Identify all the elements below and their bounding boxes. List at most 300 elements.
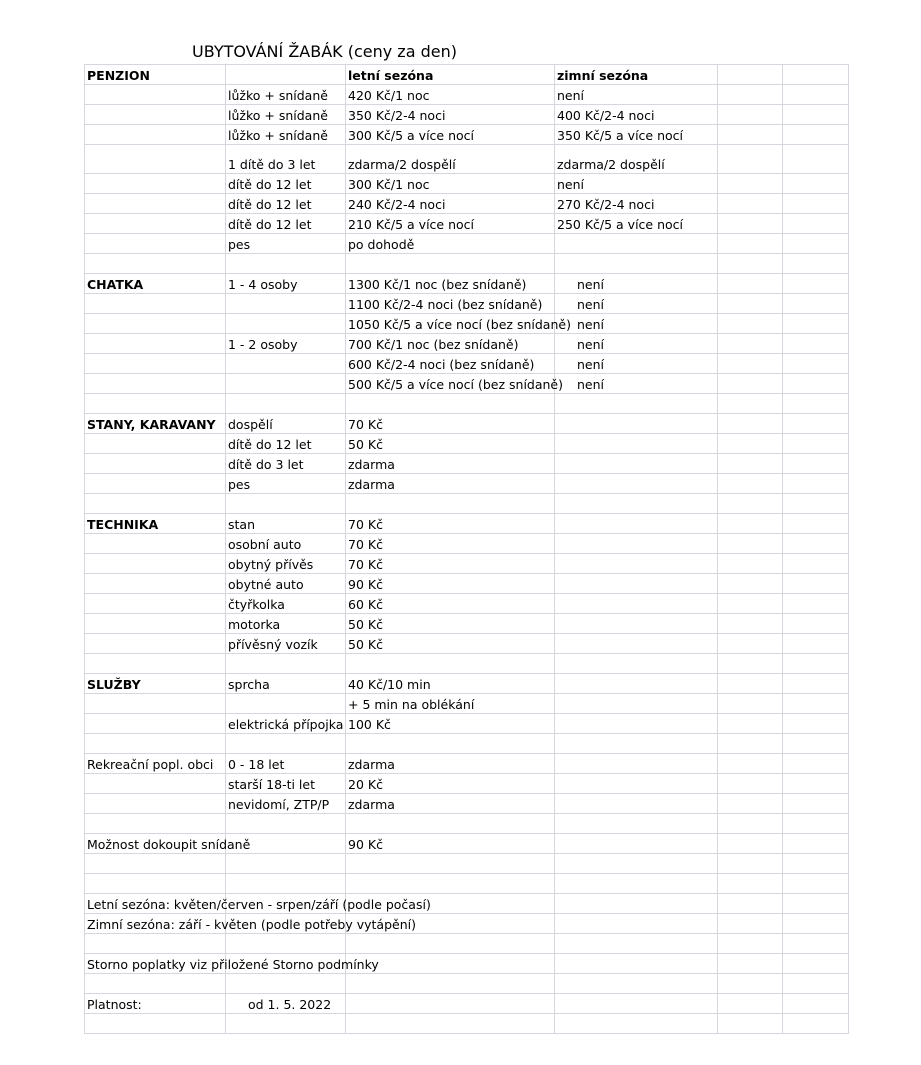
price-cell[interactable]: [346, 614, 555, 634]
cell[interactable]: [555, 574, 718, 594]
cell[interactable]: [555, 654, 718, 674]
cell[interactable]: [718, 834, 783, 854]
cell[interactable]: [226, 394, 346, 414]
cell[interactable]: [718, 174, 783, 194]
item-cell[interactable]: [226, 174, 346, 194]
item-cell[interactable]: [226, 105, 346, 125]
cell[interactable]: [718, 194, 783, 214]
price-cell[interactable]: [346, 774, 555, 794]
price-cell[interactable]: [555, 85, 718, 105]
cell[interactable]: [346, 494, 555, 514]
cell[interactable]: [783, 354, 849, 374]
cell[interactable]: [783, 794, 849, 814]
cell[interactable]: [85, 614, 226, 634]
cell[interactable]: [783, 374, 849, 394]
section-label[interactable]: [85, 754, 226, 774]
cell[interactable]: [555, 514, 718, 534]
item-cell[interactable]: [226, 594, 346, 614]
price-cell[interactable]: [555, 374, 718, 394]
cell[interactable]: [783, 594, 849, 614]
cell[interactable]: [226, 654, 346, 674]
cell[interactable]: [783, 85, 849, 105]
note-cell[interactable]: [85, 894, 431, 914]
price-cell[interactable]: [346, 194, 555, 214]
cell[interactable]: [555, 634, 718, 654]
cell[interactable]: [783, 274, 849, 294]
item-cell-text: obytné auto: [228, 577, 304, 592]
table-row: [85, 494, 849, 514]
cell[interactable]: [85, 714, 226, 734]
price-cell[interactable]: [346, 474, 555, 494]
cell[interactable]: [85, 1014, 226, 1034]
column-header[interactable]: [346, 65, 555, 85]
cell[interactable]: [783, 414, 849, 434]
cell[interactable]: [718, 254, 783, 274]
section-label[interactable]: [85, 674, 226, 694]
price-cell[interactable]: [555, 274, 718, 294]
cell[interactable]: [718, 574, 783, 594]
cell[interactable]: [226, 494, 346, 514]
item-cell[interactable]: [226, 554, 346, 574]
cell[interactable]: [718, 65, 783, 85]
cell[interactable]: [783, 394, 849, 414]
cell[interactable]: [85, 814, 226, 834]
cell[interactable]: [226, 974, 346, 994]
cell[interactable]: [85, 454, 226, 474]
cell[interactable]: [555, 674, 718, 694]
item-cell[interactable]: [226, 774, 346, 794]
cell[interactable]: [718, 474, 783, 494]
cell[interactable]: [555, 494, 718, 514]
price-cell[interactable]: [555, 145, 718, 174]
cell[interactable]: [555, 834, 718, 854]
cell[interactable]: [555, 594, 718, 614]
cell[interactable]: [718, 494, 783, 514]
cell[interactable]: [718, 514, 783, 534]
cell[interactable]: [555, 914, 718, 934]
cell[interactable]: [555, 714, 718, 734]
cell[interactable]: [718, 634, 783, 654]
price-cell[interactable]: [346, 234, 555, 254]
item-cell[interactable]: [226, 754, 346, 774]
cell[interactable]: [346, 874, 555, 894]
cell[interactable]: [555, 554, 718, 574]
cell[interactable]: [718, 145, 783, 174]
item-cell[interactable]: [226, 354, 346, 374]
cell[interactable]: [718, 794, 783, 814]
cell[interactable]: [718, 954, 783, 974]
cell[interactable]: [783, 774, 849, 794]
cell[interactable]: [783, 234, 849, 254]
price-cell[interactable]: [346, 214, 555, 234]
cell[interactable]: [85, 854, 226, 874]
price-cell[interactable]: [346, 554, 555, 574]
section-label[interactable]: [85, 834, 251, 854]
item-cell[interactable]: [226, 514, 346, 534]
cell[interactable]: [346, 814, 555, 834]
cell[interactable]: [85, 374, 226, 394]
cell[interactable]: [783, 694, 849, 714]
cell[interactable]: [783, 674, 849, 694]
cell[interactable]: [783, 194, 849, 214]
cell[interactable]: [718, 714, 783, 734]
item-cell-text: sprcha: [228, 677, 270, 692]
cell[interactable]: [85, 214, 226, 234]
item-cell[interactable]: [226, 614, 346, 634]
item-cell[interactable]: [226, 634, 346, 654]
cell[interactable]: [783, 145, 849, 174]
price-cell[interactable]: [346, 574, 555, 594]
section-label[interactable]: [85, 414, 226, 434]
cell[interactable]: [346, 854, 555, 874]
cell[interactable]: [555, 994, 718, 1014]
cell[interactable]: [85, 574, 226, 594]
cell[interactable]: [718, 674, 783, 694]
cell[interactable]: [346, 974, 555, 994]
price-cell[interactable]: [346, 694, 555, 714]
cell[interactable]: [783, 105, 849, 125]
cell[interactable]: [783, 834, 849, 854]
cell[interactable]: [85, 874, 226, 894]
item-cell[interactable]: [226, 414, 346, 434]
cell[interactable]: [718, 774, 783, 794]
item-cell[interactable]: [226, 234, 346, 254]
note-cell[interactable]: [85, 994, 226, 1014]
price-cell[interactable]: [555, 194, 718, 214]
cell[interactable]: [555, 754, 718, 774]
cell[interactable]: [85, 774, 226, 794]
cell[interactable]: [783, 614, 849, 634]
cell[interactable]: [85, 105, 226, 125]
price-cell[interactable]: [555, 354, 718, 374]
price-cell[interactable]: [346, 294, 555, 314]
cell[interactable]: [718, 374, 783, 394]
price-cell[interactable]: [346, 674, 555, 694]
price-cell-text: 300 Kč/5 a více nocí: [348, 128, 474, 143]
price-cell[interactable]: [346, 414, 555, 434]
item-cell[interactable]: [226, 274, 346, 294]
price-cell[interactable]: [346, 634, 555, 654]
cell[interactable]: [555, 854, 718, 874]
cell[interactable]: [555, 414, 718, 434]
cell[interactable]: [555, 934, 718, 954]
price-cell[interactable]: [346, 434, 555, 454]
item-cell[interactable]: [226, 434, 346, 454]
cell[interactable]: [718, 274, 783, 294]
cell[interactable]: [346, 994, 555, 1014]
cell[interactable]: [555, 874, 718, 894]
item-cell[interactable]: [226, 85, 346, 105]
cell[interactable]: [85, 594, 226, 614]
cell[interactable]: [85, 334, 226, 354]
cell[interactable]: [718, 874, 783, 894]
price-cell[interactable]: [555, 234, 718, 254]
cell[interactable]: [555, 454, 718, 474]
cell[interactable]: [555, 794, 718, 814]
price-cell[interactable]: [555, 314, 718, 334]
price-cell[interactable]: [346, 514, 555, 534]
price-cell[interactable]: [346, 714, 555, 734]
item-cell-text: lůžko + snídaně: [228, 128, 328, 143]
price-cell[interactable]: [346, 125, 555, 145]
cell[interactable]: [346, 654, 555, 674]
cell[interactable]: [226, 254, 346, 274]
cell[interactable]: [85, 434, 226, 454]
cell[interactable]: [555, 394, 718, 414]
cell[interactable]: [226, 874, 346, 894]
price-cell[interactable]: [346, 85, 555, 105]
section-label[interactable]: [85, 65, 226, 85]
cell[interactable]: [718, 554, 783, 574]
table-row: [85, 214, 849, 234]
cell[interactable]: [718, 854, 783, 874]
cell[interactable]: [85, 794, 226, 814]
price-cell[interactable]: [346, 334, 555, 354]
item-cell[interactable]: [226, 334, 346, 354]
cell[interactable]: [718, 105, 783, 125]
price-cell-text: + 5 min na oblékání: [348, 697, 475, 712]
section-label[interactable]: [85, 274, 226, 294]
cell[interactable]: [718, 314, 783, 334]
price-cell[interactable]: [555, 174, 718, 194]
cell[interactable]: [783, 914, 849, 934]
table-row: [85, 814, 849, 834]
cell[interactable]: [555, 974, 718, 994]
cell[interactable]: [85, 85, 226, 105]
cell[interactable]: [718, 914, 783, 934]
price-cell[interactable]: [346, 374, 563, 394]
price-cell[interactable]: [346, 454, 555, 474]
price-cell-text: není: [577, 357, 605, 372]
date-cell[interactable]: [226, 994, 346, 1014]
table-row: [85, 894, 849, 914]
cell[interactable]: [85, 974, 226, 994]
cell[interactable]: [555, 474, 718, 494]
item-cell[interactable]: [226, 794, 346, 814]
price-cell[interactable]: [555, 125, 718, 145]
cell[interactable]: [85, 534, 226, 554]
item-cell[interactable]: [226, 714, 346, 734]
item-cell[interactable]: [226, 374, 346, 394]
price-cell[interactable]: [346, 174, 555, 194]
cell[interactable]: [718, 1014, 783, 1034]
cell[interactable]: [555, 1014, 718, 1034]
table-row: [85, 634, 849, 654]
price-cell[interactable]: [346, 354, 555, 374]
cell[interactable]: [783, 734, 849, 754]
cell[interactable]: [226, 734, 346, 754]
item-cell[interactable]: [226, 145, 346, 174]
cell[interactable]: [783, 754, 849, 774]
cell[interactable]: [555, 814, 718, 834]
cell[interactable]: [718, 814, 783, 834]
cell[interactable]: [783, 934, 849, 954]
item-cell-text: stan: [228, 517, 255, 532]
cell[interactable]: [718, 294, 783, 314]
cell[interactable]: [718, 214, 783, 234]
cell[interactable]: [555, 534, 718, 554]
price-cell[interactable]: [346, 314, 571, 334]
cell[interactable]: [718, 594, 783, 614]
item-cell[interactable]: [226, 194, 346, 214]
section-label[interactable]: [85, 514, 226, 534]
item-cell-text: 1 dítě do 3 let: [228, 157, 316, 172]
section-label-text: CHATKA: [87, 277, 144, 292]
cell[interactable]: [783, 174, 849, 194]
cell[interactable]: [783, 654, 849, 674]
price-cell[interactable]: [346, 794, 555, 814]
price-cell[interactable]: [346, 274, 555, 294]
cell[interactable]: [718, 125, 783, 145]
cell[interactable]: [783, 65, 849, 85]
cell[interactable]: [718, 414, 783, 434]
cell[interactable]: [555, 734, 718, 754]
cell[interactable]: [85, 394, 226, 414]
price-cell[interactable]: [346, 594, 555, 614]
cell[interactable]: [718, 234, 783, 254]
price-cell[interactable]: [346, 534, 555, 554]
price-cell-text: 600 Kč/2-4 noci (bez snídaně): [348, 357, 535, 372]
cell[interactable]: [783, 994, 849, 1014]
cell[interactable]: [85, 494, 226, 514]
item-cell[interactable]: [226, 534, 346, 554]
cell[interactable]: [346, 734, 555, 754]
cell[interactable]: [85, 734, 226, 754]
cell[interactable]: [555, 614, 718, 634]
item-cell[interactable]: [226, 454, 346, 474]
cell[interactable]: [718, 614, 783, 634]
cell[interactable]: [85, 145, 226, 174]
cell[interactable]: [783, 125, 849, 145]
table-row: [85, 734, 849, 754]
cell[interactable]: [783, 534, 849, 554]
cell[interactable]: [718, 694, 783, 714]
item-cell[interactable]: [226, 294, 346, 314]
cell[interactable]: [555, 954, 718, 974]
price-cell[interactable]: [346, 834, 555, 854]
cell[interactable]: [346, 934, 555, 954]
cell[interactable]: [783, 714, 849, 734]
cell[interactable]: [783, 494, 849, 514]
item-cell-text: motorka: [228, 617, 281, 632]
cell[interactable]: [85, 634, 226, 654]
item-cell[interactable]: [226, 125, 346, 145]
cell[interactable]: [718, 454, 783, 474]
cell[interactable]: [85, 314, 226, 334]
cell[interactable]: [226, 854, 346, 874]
price-cell[interactable]: [555, 294, 718, 314]
price-cell[interactable]: [346, 145, 555, 174]
item-cell[interactable]: [226, 674, 346, 694]
cell[interactable]: [783, 514, 849, 534]
price-cell[interactable]: [555, 105, 718, 125]
cell[interactable]: [783, 874, 849, 894]
cell[interactable]: [783, 554, 849, 574]
cell[interactable]: [783, 314, 849, 334]
price-cell[interactable]: [555, 214, 718, 234]
cell[interactable]: [718, 534, 783, 554]
cell[interactable]: [718, 894, 783, 914]
cell[interactable]: [718, 334, 783, 354]
cell[interactable]: [85, 234, 226, 254]
cell[interactable]: [783, 634, 849, 654]
cell[interactable]: [718, 654, 783, 674]
item-cell[interactable]: [226, 574, 346, 594]
cell[interactable]: [783, 214, 849, 234]
cell[interactable]: [346, 1014, 555, 1034]
cell[interactable]: [718, 754, 783, 774]
cell[interactable]: [783, 294, 849, 314]
cell[interactable]: [555, 894, 718, 914]
cell[interactable]: [718, 85, 783, 105]
cell[interactable]: [718, 934, 783, 954]
cell[interactable]: [783, 954, 849, 974]
cell[interactable]: [783, 454, 849, 474]
item-cell[interactable]: [226, 314, 346, 334]
cell[interactable]: [85, 554, 226, 574]
cell[interactable]: [85, 934, 226, 954]
cell[interactable]: [783, 574, 849, 594]
price-cell[interactable]: [555, 334, 718, 354]
cell[interactable]: [346, 394, 555, 414]
cell[interactable]: [555, 254, 718, 274]
cell[interactable]: [783, 434, 849, 454]
cell[interactable]: [783, 814, 849, 834]
cell[interactable]: [718, 994, 783, 1014]
cell[interactable]: [85, 474, 226, 494]
column-header[interactable]: [555, 65, 718, 85]
cell[interactable]: [85, 354, 226, 374]
item-cell[interactable]: [226, 694, 346, 714]
cell[interactable]: [226, 814, 346, 834]
cell[interactable]: [783, 334, 849, 354]
note-cell[interactable]: [85, 914, 416, 934]
cell[interactable]: [783, 854, 849, 874]
cell[interactable]: [783, 894, 849, 914]
cell[interactable]: [85, 254, 226, 274]
cell[interactable]: [226, 934, 346, 954]
cell[interactable]: [226, 65, 346, 85]
cell[interactable]: [85, 694, 226, 714]
item-cell[interactable]: [226, 474, 346, 494]
cell[interactable]: [718, 734, 783, 754]
cell[interactable]: [783, 474, 849, 494]
cell[interactable]: [718, 974, 783, 994]
cell[interactable]: [718, 394, 783, 414]
item-cell[interactable]: [226, 214, 346, 234]
cell[interactable]: [555, 774, 718, 794]
cell[interactable]: [555, 434, 718, 454]
note-cell[interactable]: [85, 954, 379, 974]
cell[interactable]: [783, 254, 849, 274]
cell[interactable]: [555, 694, 718, 714]
cell[interactable]: [718, 434, 783, 454]
cell[interactable]: [85, 174, 226, 194]
cell[interactable]: [783, 974, 849, 994]
cell[interactable]: [346, 254, 555, 274]
cell[interactable]: [85, 294, 226, 314]
price-cell[interactable]: [346, 754, 555, 774]
cell[interactable]: [85, 194, 226, 214]
cell[interactable]: [85, 125, 226, 145]
section-label-text: PENZION: [87, 68, 150, 83]
cell[interactable]: [226, 1014, 346, 1034]
cell[interactable]: [783, 1014, 849, 1034]
price-cell[interactable]: [346, 105, 555, 125]
cell[interactable]: [718, 354, 783, 374]
section-label-text: Možnost dokoupit snídaně: [87, 837, 251, 852]
cell[interactable]: [85, 654, 226, 674]
